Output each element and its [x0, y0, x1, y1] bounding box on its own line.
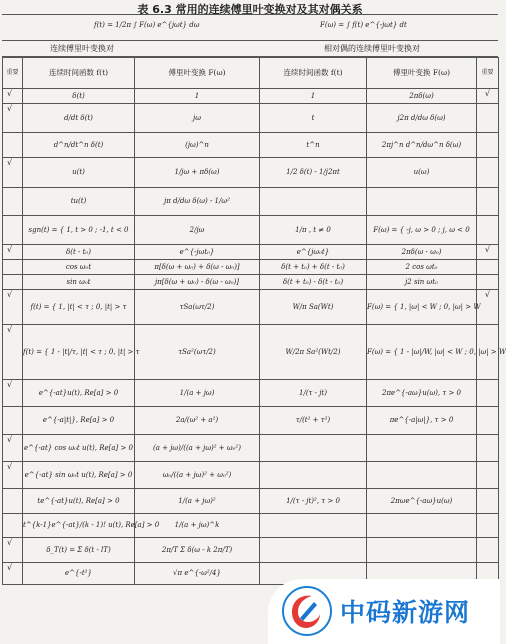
fourier-transform-left: 1 — [135, 89, 260, 104]
important-mark-left — [3, 407, 23, 435]
important-mark-left: √ — [3, 89, 23, 104]
time-function-right — [260, 514, 367, 538]
table-row — [3, 407, 499, 435]
important-mark-right — [477, 188, 499, 216]
fourier-transform-right — [367, 514, 477, 538]
time-function-left: δ(t - t₀) — [23, 245, 135, 260]
table-row — [3, 158, 499, 188]
time-function-right — [260, 188, 367, 216]
header-row — [3, 58, 499, 89]
important-mark-right — [477, 435, 499, 462]
table-row — [3, 489, 499, 514]
inverse-transform-formula: f(t) = 1/2π ∫ F(ω) e^{jωt} dω — [94, 21, 200, 29]
time-function-right — [260, 462, 367, 489]
important-mark-left: √ — [3, 435, 23, 462]
table-row — [3, 104, 499, 133]
fourier-transform-right: 2 cos ωt₀ — [367, 260, 477, 275]
fourier-transform-right: 2πj^n d^n/dω^n δ(ω) — [367, 133, 477, 158]
table-title: 表 6.3 常用的连续傅里叶变换对及其对偶关系 — [137, 3, 363, 16]
important-mark-left — [3, 275, 23, 290]
fourier-transform-left: π[δ(ω + ω₀) + δ(ω - ω₀)] — [135, 260, 260, 275]
important-mark-right — [477, 216, 499, 245]
definition-formulas — [2, 15, 498, 40]
fourier-transform-right — [367, 188, 477, 216]
time-function-left: e^{-t²} — [23, 563, 135, 585]
section-label-right: 相对偶的连续傅里叶变换对 — [324, 44, 420, 53]
table-row — [3, 435, 499, 462]
table-row — [3, 514, 499, 538]
time-function-left: e^{-at}u(t), Re[a] > 0 — [23, 380, 135, 407]
fourier-transform-left: 1/(a + jω)^k — [135, 514, 260, 538]
important-mark-right: √ — [477, 89, 499, 104]
fourier-pairs-table — [2, 57, 506, 585]
important-mark-left — [3, 489, 23, 514]
important-mark-left: √ — [3, 380, 23, 407]
fourier-transform-right: 2πδ(ω) — [367, 89, 477, 104]
table-row — [3, 290, 499, 325]
fourier-transform-left: ω₀/((a + jω)² + ω₀²) — [135, 462, 260, 489]
time-function-left: sgn(t) = { 1, t > 0 ; -1, t < 0 — [23, 216, 135, 245]
fourier-transform-left: 1/jω + πδ(ω) — [135, 158, 260, 188]
table-row — [3, 538, 499, 563]
fourier-transform-right: u(ω) — [367, 158, 477, 188]
header-transform-right: 傅里叶变换 F(ω) — [367, 58, 477, 89]
important-mark-right — [477, 104, 499, 133]
time-function-right: e^{jω₀t} — [260, 245, 367, 260]
fourier-transform-left: τSa(ωτ/2) — [135, 290, 260, 325]
fourier-transform-right — [367, 462, 477, 489]
watermark-logo-icon — [282, 586, 332, 636]
important-mark-left: √ — [3, 538, 23, 563]
table-row — [3, 462, 499, 489]
fourier-transform-right: πe^{-a|ω|}, τ > 0 — [367, 407, 477, 435]
table-row — [3, 275, 499, 290]
section-labels — [2, 41, 498, 55]
important-mark-right — [477, 260, 499, 275]
important-mark-left: √ — [3, 290, 23, 325]
time-function-left: f(t) = { 1, |t| < τ ; 0, |t| > τ — [23, 290, 135, 325]
forward-transform-formula: F(ω) = ∫ f(t) e^{-jωt} dt — [320, 21, 407, 29]
time-function-right — [260, 538, 367, 563]
time-function-left: e^{-a|t|}, Re[a] > 0 — [23, 407, 135, 435]
important-mark-left: √ — [3, 158, 23, 188]
time-function-right: W/2π Sa²(Wt/2) — [260, 325, 367, 380]
fourier-transform-left: 1/(a + jω)² — [135, 489, 260, 514]
fourier-transform-left: 2/jω — [135, 216, 260, 245]
fourier-transform-left: 2a/(ω² + a²) — [135, 407, 260, 435]
fourier-transform-left: τSa²(ωτ/2) — [135, 325, 260, 380]
important-mark-right — [477, 514, 499, 538]
fourier-transform-left: jπ[δ(ω + ω₀) - δ(ω - ω₀)] — [135, 275, 260, 290]
important-mark-left: √ — [3, 563, 23, 585]
fourier-transform-right: 2πδ(ω - ω₀) — [367, 245, 477, 260]
important-mark-right — [477, 275, 499, 290]
important-mark-left: √ — [3, 462, 23, 489]
fourier-transform-right: 2πωe^{-aω}u(ω) — [367, 489, 477, 514]
fourier-transform-right: F(ω) = { -j, ω > 0 ; j, ω < 0 — [367, 216, 477, 245]
important-mark-right — [477, 407, 499, 435]
important-mark-right — [477, 538, 499, 563]
fourier-transform-right: 2πe^{-aω}u(ω), τ > 0 — [367, 380, 477, 407]
header-important-right: 重要 — [477, 58, 499, 89]
table-row — [3, 89, 499, 104]
time-function-right: 1/(τ - jt) — [260, 380, 367, 407]
time-function-left: f(t) = { 1 - |t|/τ, |t| < τ ; 0, |t| > τ — [23, 325, 135, 380]
time-function-left: cos ω₀t — [23, 260, 135, 275]
fourier-transform-right — [367, 538, 477, 563]
time-function-right — [260, 435, 367, 462]
time-function-left: u(t) — [23, 158, 135, 188]
table-row — [3, 245, 499, 260]
watermark-text: 中码新游网 — [340, 598, 471, 627]
table-row — [3, 260, 499, 275]
table-row — [3, 216, 499, 245]
fourier-transform-left: √π e^{-ω²/4} — [135, 563, 260, 585]
time-function-left: tu(t) — [23, 188, 135, 216]
time-function-left: e^{-at} sin ω₀t u(t), Re[a] > 0 — [23, 462, 135, 489]
important-mark-right — [477, 462, 499, 489]
time-function-right: W/π Sa(Wt) — [260, 290, 367, 325]
fourier-transform-left: jω — [135, 104, 260, 133]
time-function-left: sin ω₀t — [23, 275, 135, 290]
important-mark-right — [477, 489, 499, 514]
fourier-transform-right: F(ω) = { 1 - |ω|/W, |ω| < W ; 0, |ω| > W — [367, 325, 477, 380]
important-mark-left — [3, 216, 23, 245]
table-row — [3, 325, 499, 380]
header-time-function-right: 连续时间函数 f(t) — [260, 58, 367, 89]
table-row — [3, 133, 499, 158]
time-function-right: t — [260, 104, 367, 133]
important-mark-right — [477, 133, 499, 158]
fourier-transform-left: 2π/T Σ δ(ω - k 2π/T) — [135, 538, 260, 563]
time-function-right: 1 — [260, 89, 367, 104]
table-row — [3, 380, 499, 407]
important-mark-left — [3, 514, 23, 538]
fourier-transform-left: jπ d/dω δ(ω) - 1/ω² — [135, 188, 260, 216]
important-mark-left: √ — [3, 245, 23, 260]
header-time-function-left: 连续时间函数 f(t) — [23, 58, 135, 89]
time-function-right: τ/(t² + τ²) — [260, 407, 367, 435]
time-function-left: te^{-at}u(t), Re[a] > 0 — [23, 489, 135, 514]
time-function-left: t^{k-1}e^{-at}/(k - 1)! u(t), Re[a] > 0 — [23, 514, 135, 538]
time-function-right: δ(t + t₀) + δ(t - t₀) — [260, 260, 367, 275]
time-function-right: 1/2 δ(t) - 1/j2πt — [260, 158, 367, 188]
fourier-transform-right — [367, 435, 477, 462]
fourier-transform-left: e^{-jωt₀} — [135, 245, 260, 260]
time-function-left: d/dt δ(t) — [23, 104, 135, 133]
table-row — [3, 188, 499, 216]
time-function-right: t^n — [260, 133, 367, 158]
time-function-left: δ_T(t) = Σ δ(t - lT) — [23, 538, 135, 563]
fourier-transform-right: F(ω) = { 1, |ω| < W ; 0, |ω| > W — [367, 290, 477, 325]
time-function-left: e^{-at} cos ω₀t u(t), Re[a] > 0 — [23, 435, 135, 462]
time-function-right: 1/π , t ≠ 0 — [260, 216, 367, 245]
time-function-right: δ(t + t₀) - δ(t - t₀) — [260, 275, 367, 290]
important-mark-right — [477, 380, 499, 407]
watermark — [268, 579, 500, 644]
time-function-left: d^n/dt^n δ(t) — [23, 133, 135, 158]
important-mark-right — [477, 158, 499, 188]
important-mark-left — [3, 133, 23, 158]
important-mark-left — [3, 260, 23, 275]
fourier-transform-left: (jω)^n — [135, 133, 260, 158]
important-mark-right: √ — [477, 290, 499, 325]
fourier-transform-right: j2 sin ωt₀ — [367, 275, 477, 290]
time-function-left: δ(t) — [23, 89, 135, 104]
fourier-transform-left: (a + jω)/((a + jω)² + ω₀²) — [135, 435, 260, 462]
header-important-left: 重要 — [3, 58, 23, 89]
important-mark-left: √ — [3, 325, 23, 380]
section-label-left: 连续傅里叶变换对 — [50, 44, 114, 53]
header-transform-left: 傅里叶变换 F(ω) — [135, 58, 260, 89]
important-mark-left: √ — [3, 104, 23, 133]
time-function-right: 1/(τ - jt)², τ > 0 — [260, 489, 367, 514]
fourier-transform-left: 1/(a + jω) — [135, 380, 260, 407]
important-mark-right: √ — [477, 245, 499, 260]
fourier-transform-right: j2π d/dω δ(ω) — [367, 104, 477, 133]
important-mark-left — [3, 188, 23, 216]
